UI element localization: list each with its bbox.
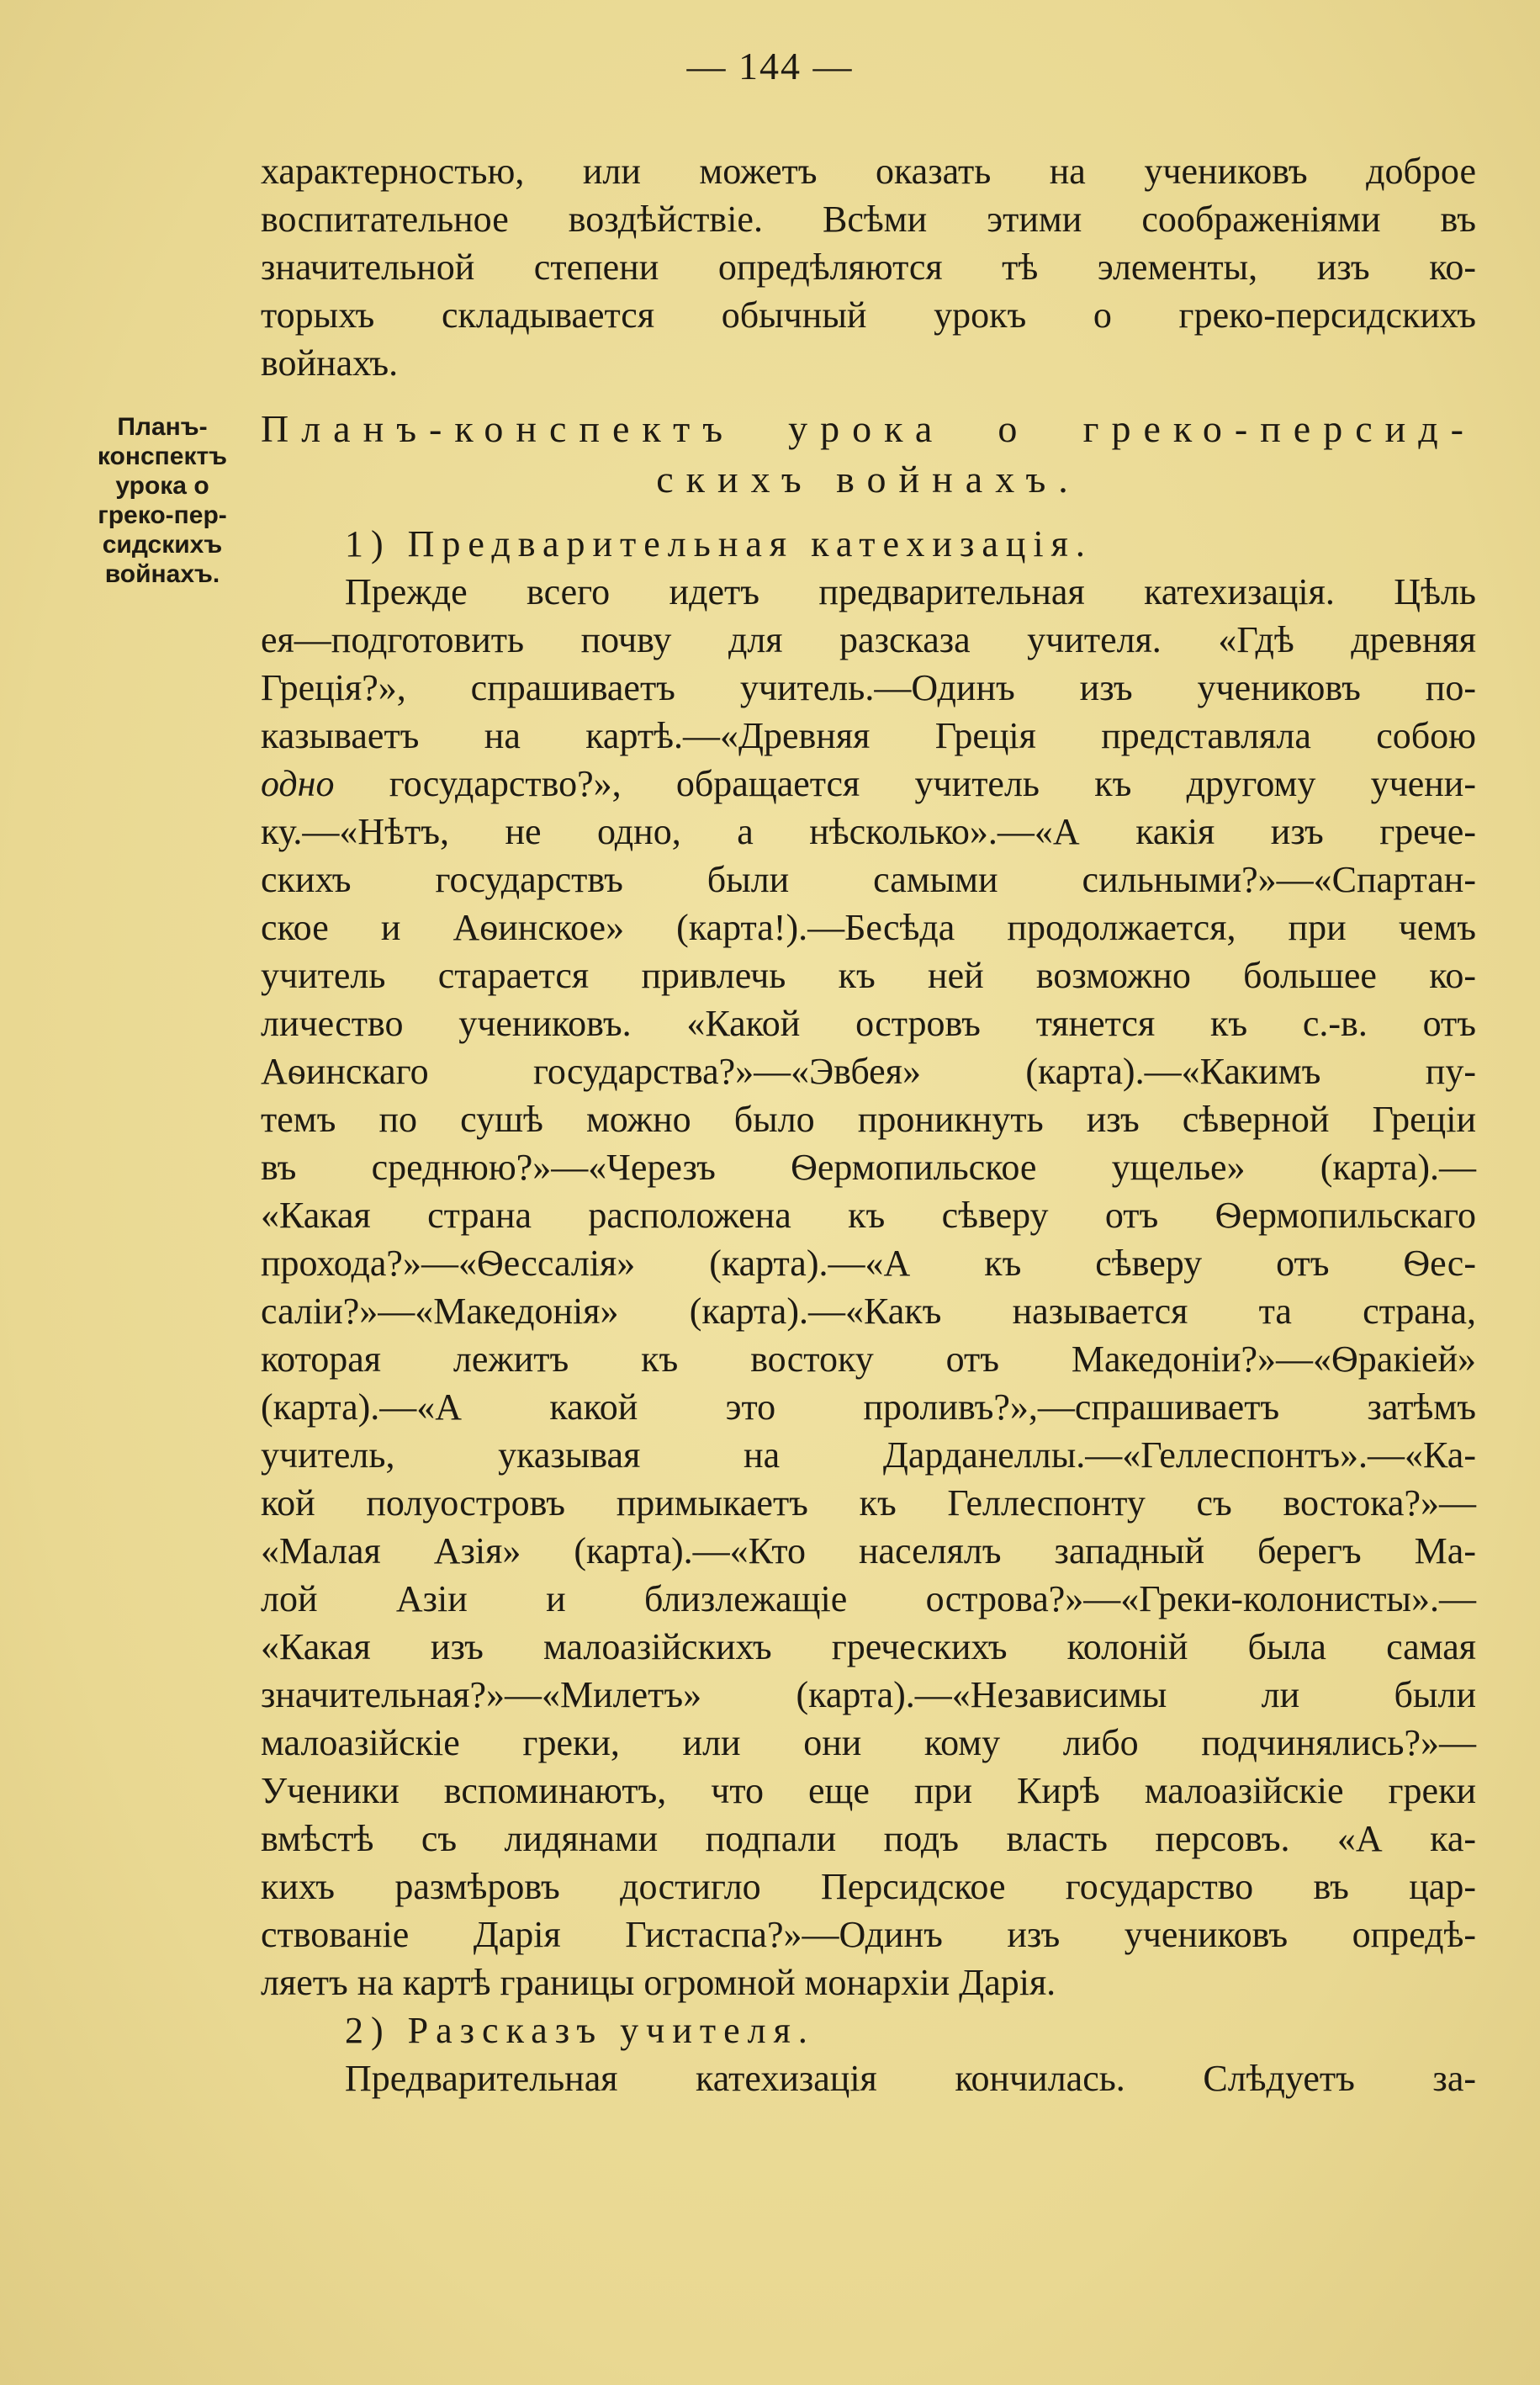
text-line: ствованіе Дарія Гистаспа?»—Одинъ изъ учениковъ опредѣ-: [261, 1914, 1476, 1955]
margin-note: [69, 412, 256, 589]
section-2-title: 2) Разсказъ учителя.: [345, 2010, 815, 2051]
text-line: скихъ государствъ были самыми сильными?»—«Спартан-: [261, 859, 1476, 900]
text-line: Предварительная катехизація кончилась. Слѣдуетъ за-: [345, 2058, 1476, 2099]
text-line: ляетъ на картѣ границы огромной монархіи Дарія.: [261, 1962, 1056, 2003]
text-line: Аѳинскаго государства?»—«Эвбея» (карта).—«Какимъ пу-: [261, 1051, 1476, 1092]
text-line: воспитательное воздѣйствіе. Всѣми этими соображеніями въ: [261, 199, 1476, 240]
text-line: въ среднюю?»—«Черезъ Ѳермопильское ущелье» (карта).—: [261, 1147, 1476, 1188]
top-paragraph: [261, 147, 1476, 387]
emphasis-word: одно: [261, 763, 335, 804]
text-line: кихъ размѣровъ достигло Персидское государство въ цар-: [261, 1866, 1476, 1907]
text-line: значительной степени опредѣляются тѣ элементы, изъ ко-: [261, 246, 1476, 288]
text-line: Греція?», спрашиваетъ учитель.—Одинъ изъ учениковъ по-: [261, 667, 1476, 708]
text-line: учитель, указывая на Дарданеллы.—«Геллеспонтъ».—«Ка-: [261, 1434, 1476, 1476]
heading-line: скихъ войнахъ.: [656, 458, 1081, 501]
text-line: войнахъ.: [261, 342, 399, 384]
text-line: Ученики вспоминаютъ, что еще при Кирѣ малоазійскіе греки: [261, 1770, 1476, 1811]
text-line: ское и Аѳинское» (карта!).—Бесѣда продолжается, при чемъ: [261, 907, 1476, 948]
text-line: личество учениковъ. «Какой островъ тянется къ с.-в. отъ: [261, 1003, 1476, 1044]
text-line: (карта).—«А какой это проливъ?»,—спрашиваетъ затѣмъ: [261, 1386, 1476, 1428]
page-number: — 144 —: [686, 45, 854, 87]
text-line: саліи?»—«Македонія» (карта).—«Какъ называется та страна,: [261, 1291, 1476, 1332]
text-line: кой полуостровъ примыкаетъ къ Геллеспонту съ востока?»—: [261, 1482, 1476, 1524]
margin-note-line: греко-пер-: [98, 501, 227, 529]
text-line: «Малая Азія» (карта).—«Кто населялъ западный берегъ Ма-: [261, 1530, 1476, 1571]
section-1-title: 1) Предварительная катехизація.: [345, 523, 1093, 564]
text-line: учитель старается привлечь къ ней возможно большее ко-: [261, 955, 1476, 996]
text-line: торыхъ складывается обычный урокъ о греко-персидскихъ: [261, 294, 1476, 336]
section-heading: [261, 404, 1476, 505]
text-line: [261, 760, 1476, 808]
text-line: ку.—«Нѣтъ, не одно, а нѣсколько».—«А какія изъ грече-: [261, 811, 1476, 852]
section-1: [261, 520, 1476, 2102]
margin-note-line: войнахъ.: [104, 560, 220, 588]
text-line: «Какая страна расположена къ сѣверу отъ Ѳермопильскаго: [261, 1195, 1476, 1236]
text-line: лой Азіи и близлежащіе острова?»—«Греки-колонисты».—: [261, 1578, 1476, 1619]
text-line: прохода?»—«Ѳессалія» (карта).—«А къ сѣверу отъ Ѳес-: [261, 1243, 1476, 1284]
text-line: значительная?»—«Милетъ» (карта).—«Независимы ли были: [261, 1674, 1476, 1715]
text-line: темъ по сушѣ можно было проникнуть изъ сѣверной Греціи: [261, 1099, 1476, 1140]
margin-note-line: урока о: [115, 472, 209, 500]
text-line: Прежде всего идетъ предварительная катехизація. Цѣль: [345, 571, 1476, 612]
text-line: «Какая изъ малоазійскихъ греческихъ колоній была самая: [261, 1626, 1476, 1667]
margin-note-line: конспектъ: [97, 443, 228, 470]
text-line: характерностью, или можетъ оказать на учениковъ доброе: [261, 151, 1476, 192]
heading-line: Планъ-конспектъ урока о греко-персид-: [261, 407, 1476, 450]
text-line: вмѣстѣ съ лидянами подпали подъ власть персовъ. «А ка-: [261, 1818, 1476, 1859]
text-line: ея—подготовить почву для разсказа учителя. «Гдѣ древняя: [261, 619, 1476, 660]
margin-note-line: сидскихъ: [102, 531, 223, 559]
margin-note-line: Планъ-: [117, 413, 208, 441]
text-line: малоазійскіе греки, или они кому либо подчинялись?»—: [261, 1722, 1476, 1763]
text-fragment: государство?», обращается учитель къ другому учени-: [334, 763, 1476, 804]
text-line: казываетъ на картѣ.—«Древняя Греція представляла собою: [261, 715, 1476, 756]
text-line: которая лежитъ къ востоку отъ Македоніи?»—«Ѳракіей»: [261, 1338, 1476, 1380]
